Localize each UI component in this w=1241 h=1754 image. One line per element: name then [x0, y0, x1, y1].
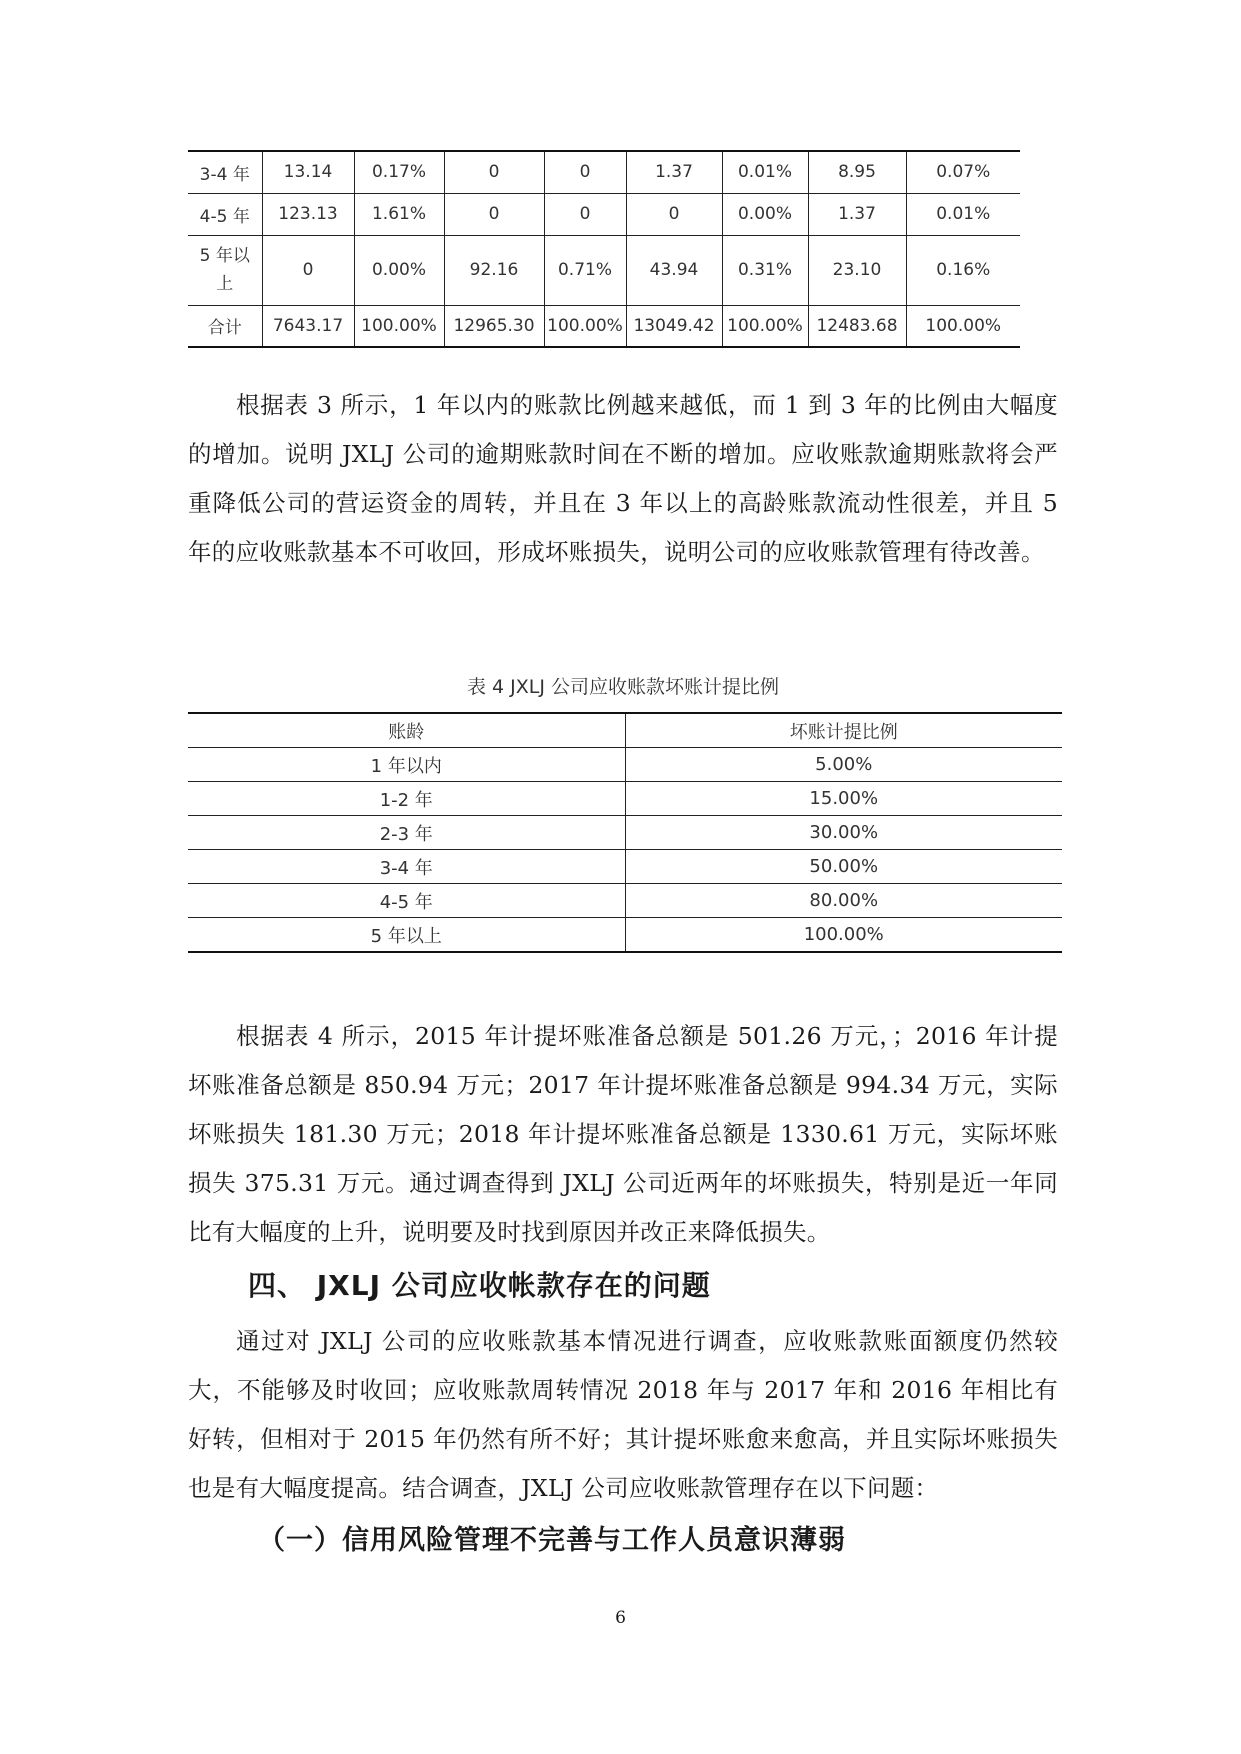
page-number: 6	[615, 1608, 626, 1628]
table-row	[188, 884, 1062, 918]
table-cell: 92.16	[444, 235, 544, 305]
table-cell: 12965.30	[444, 305, 544, 347]
table-cell: 3-4 年	[188, 850, 625, 884]
table-cell: 100.00%	[906, 305, 1020, 347]
table-row	[188, 151, 1020, 193]
table-row	[188, 748, 1062, 782]
table-cell: 1.37	[808, 193, 906, 235]
column-header: 账龄	[188, 713, 625, 748]
table-cell: 0	[444, 151, 544, 193]
table-cell: 5 年以 上	[188, 235, 262, 305]
table-row	[188, 782, 1062, 816]
table-cell: 1.61%	[354, 193, 444, 235]
table-cell: 1-2 年	[188, 782, 625, 816]
table-cell: 15.00%	[625, 782, 1062, 816]
table-cell: 7643.17	[262, 305, 354, 347]
section-heading: 四、 JXLJ 公司应收帐款存在的问题	[248, 1269, 711, 1302]
table-cell: 100.00%	[354, 305, 444, 347]
table-cell: 5 年以上	[188, 918, 625, 953]
table-cell: 0.71%	[544, 235, 626, 305]
table-row	[188, 816, 1062, 850]
table-row	[188, 193, 1020, 235]
table-cell: 100.00%	[544, 305, 626, 347]
table-cell: 4-5 年	[188, 193, 262, 235]
table-cell: 合计	[188, 305, 262, 347]
body-paragraph: 通过对 JXLJ 公司的应收账款基本情况进行调查，应收账款账面额度仍然较大，不能够及时收回；应收账款周转情况 2018 年与 2017 年和 2016 年相比有好转，但相对于 2015 年仍然有所不好；其计提坏账愈来愈高，并且实际坏账损失也是有大幅度提高。结合调查，JXLJ 公司应收账款管理存在以下问题：	[188, 1327, 1058, 1502]
table-row	[188, 235, 1020, 305]
table-cell: 80.00%	[625, 884, 1062, 918]
table-row	[188, 305, 1020, 347]
table-cell: 13.14	[262, 151, 354, 193]
table-cell: 30.00%	[625, 816, 1062, 850]
table-cell: 0	[262, 235, 354, 305]
table-cell: 8.95	[808, 151, 906, 193]
table-cell: 123.13	[262, 193, 354, 235]
table-row	[188, 918, 1062, 953]
table-cell: 0	[626, 193, 722, 235]
table-cell: 13049.42	[626, 305, 722, 347]
column-header: 坏账计提比例	[625, 713, 1062, 748]
table-cell: 5.00%	[625, 748, 1062, 782]
table-cell: 0.17%	[354, 151, 444, 193]
table-caption: 表 4 JXLJ 公司应收账款坏账计提比例	[466, 676, 780, 698]
table-cell: 3-4 年	[188, 151, 262, 193]
table-cell: 12483.68	[808, 305, 906, 347]
table-cell: 50.00%	[625, 850, 1062, 884]
table-cell: 0	[544, 193, 626, 235]
bad-debt-ratio-table	[188, 712, 1062, 953]
table-cell: 1.37	[626, 151, 722, 193]
table-row	[188, 850, 1062, 884]
subsection-heading: （一）信用风险管理不完善与工作人员意识薄弱	[258, 1525, 846, 1556]
aging-table-continued	[188, 150, 1020, 348]
table-cell: 0.01%	[722, 151, 808, 193]
table-cell: 4-5 年	[188, 884, 625, 918]
table-cell: 0.01%	[906, 193, 1020, 235]
table-cell: 100.00%	[722, 305, 808, 347]
table-cell: 0	[544, 151, 626, 193]
table-cell: 1 年以内	[188, 748, 625, 782]
body-paragraph: 根据表 3 所示，1 年以内的账款比例越来越低，而 1 到 3 年的比例由大幅度的增加。说明 JXLJ 公司的逾期账款时间在不断的增加。应收账款逾期账款将会严重降低公司的营运资金的周转，并且在 3 年以上的高龄账款流动性很差，并且 5 年的应收账款基本不可收回，形成坏账损失，说明公司的应收账款管理有待改善。	[188, 391, 1058, 566]
table-cell: 43.94	[626, 235, 722, 305]
table-cell: 23.10	[808, 235, 906, 305]
table-cell: 0.31%	[722, 235, 808, 305]
table-cell: 0.07%	[906, 151, 1020, 193]
table-cell: 100.00%	[625, 918, 1062, 953]
table-cell: 0.00%	[354, 235, 444, 305]
body-paragraph: 根据表 4 所示，2015 年计提坏账准备总额是 501.26 万元，；2016 年计提坏账准备总额是 850.94 万元；2017 年计提坏账准备总额是 994.34 万元，实际坏账损失 181.30 万元；2018 年计提坏账准备总额是 1330.61 万元，实际坏账损失 375.31 万元。通过调查得到 JXLJ 公司近两年的坏账损失，特别是近一年同比有大幅度的上升，说明要及时找到原因并改正来降低损失。	[188, 1022, 1058, 1246]
table-cell: 2-3 年	[188, 816, 625, 850]
table-cell: 0.16%	[906, 235, 1020, 305]
table-cell: 0.00%	[722, 193, 808, 235]
table-header-row	[188, 713, 1062, 748]
table-cell: 0	[444, 193, 544, 235]
